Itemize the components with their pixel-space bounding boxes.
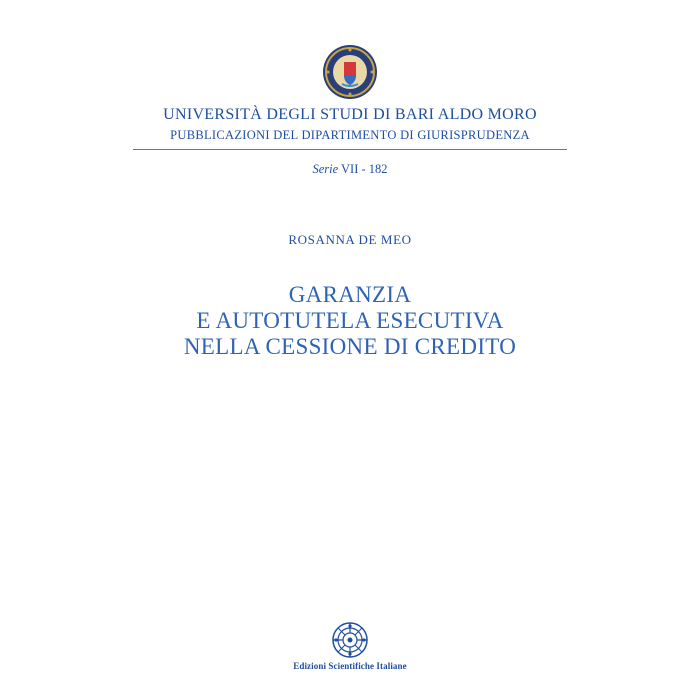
publisher-name: Edizioni Scientifiche Italiane <box>293 661 407 671</box>
book-title <box>0 282 700 360</box>
publisher-logo-icon <box>331 621 369 659</box>
series-line <box>0 162 700 177</box>
university-seal-icon <box>322 44 378 100</box>
title-line-2: E AUTOTUTELA ESECUTIVA <box>196 308 504 333</box>
department-name: PUBBLICAZIONI DEL DIPARTIMENTO DI GIURISPRUDENZA <box>170 128 530 142</box>
series-number: VII - 182 <box>341 162 388 176</box>
university-name: UNIVERSITÀ DEGLI STUDI DI BARI ALDO MORO <box>163 106 537 123</box>
header-divider <box>133 149 567 150</box>
author-name: ROSANNA DE MEO <box>288 232 412 247</box>
title-line-1: GARANZIA <box>288 282 412 307</box>
series-label: Serie <box>312 162 339 176</box>
title-line-3: NELLA CESSIONE DI CREDITO <box>183 334 517 359</box>
